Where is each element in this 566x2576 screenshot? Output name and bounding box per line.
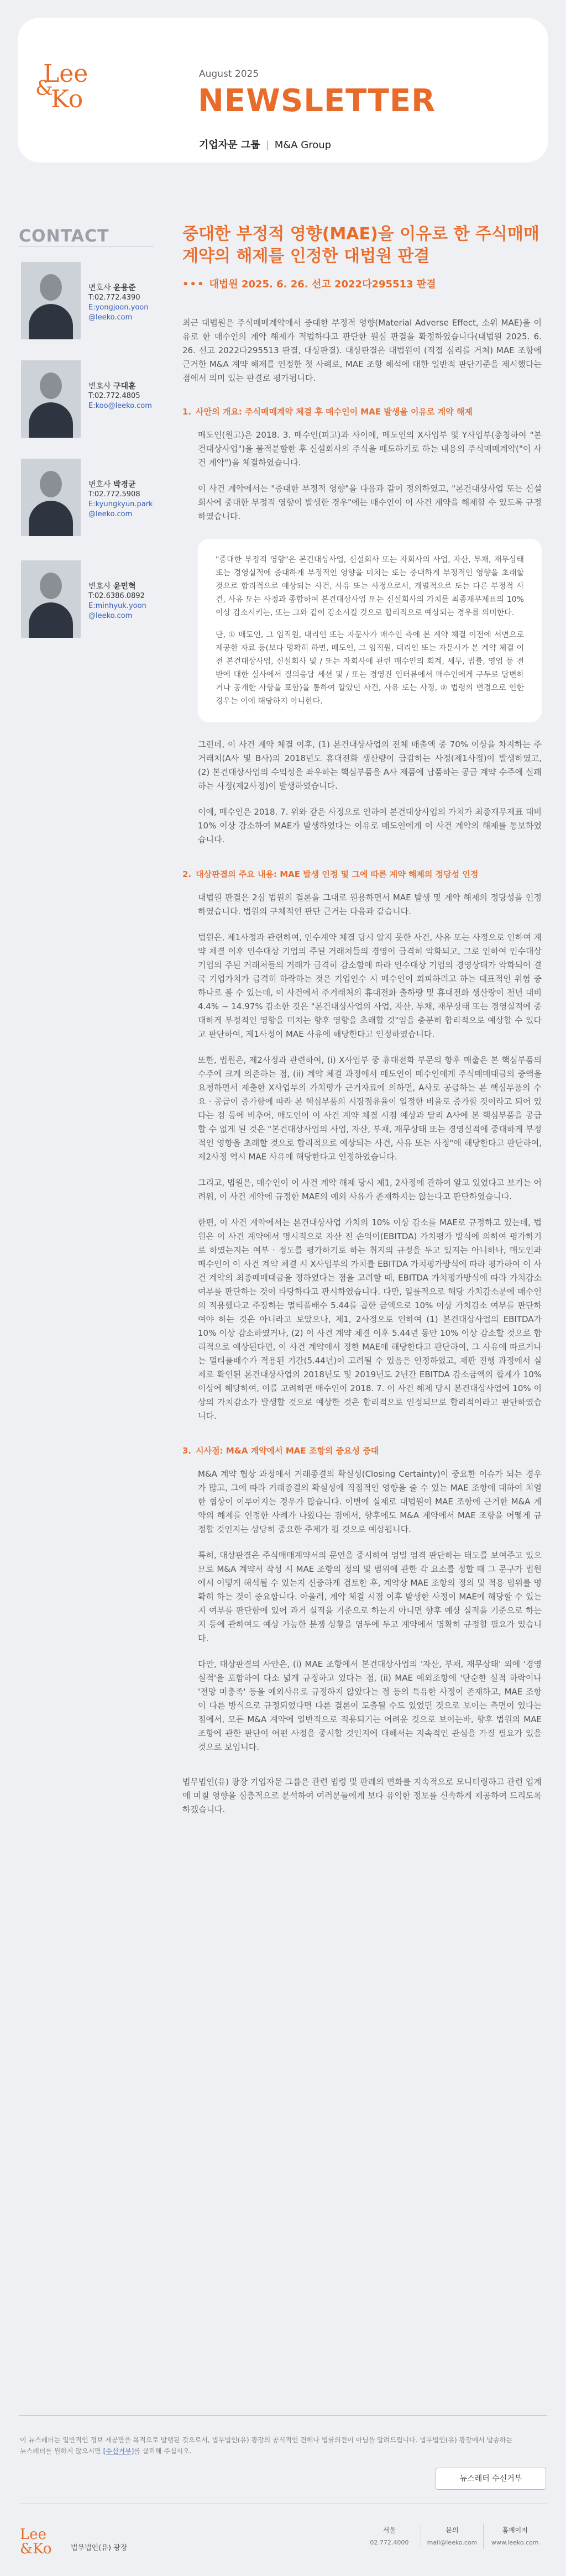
- group-name-en: M&A Group: [274, 139, 332, 151]
- office-contacts: [358, 2523, 546, 2549]
- issue-date: August 2025: [199, 69, 259, 80]
- lawyer-email[interactable]: E:yongjoon.yoon @leeko.com: [88, 303, 149, 322]
- disclaimer: 이 뉴스레터는 일반적인 정보 제공만을 목적으로 발행된 것으로서, 법무법인(유) 광장의 공식적인 견해나 법률의견이 아님을 알려드립니다. 법무법인(유) 광장에서 발송하는 뉴스레터를 원하지 않으시면 [수신거부]를 클릭해 주십시오.: [20, 2436, 513, 2455]
- office-item: 서울 02.772.4000: [370, 2526, 409, 2546]
- lawyer-phone: T:02.772.4390: [88, 293, 140, 302]
- lawyer-name: 박경균: [113, 480, 136, 489]
- group-name: 기업자문 그룹 | M&A Group: [199, 139, 332, 151]
- unsubscribe-button[interactable]: 뉴스레터 수신거부: [436, 2468, 546, 2490]
- paragraph: 이 사건 계약에서는 "중대한 부정적 영향"을 다음과 같이 정의하였고, "본건대상사업 또는 신설회사에 중대한 부정적 영향이 발생한 경우"에는 매수인이 이 사건 계약을 해제할 수 있도록 규정하였습니다.: [198, 484, 542, 521]
- intro-paragraph: 최근 대법원은 주식매매계약에서 중대한 부정적 영향(Material Adverse Effect, 소위 MAE)을 이유로 한 매수인의 계약 해제가 적법하다고 판단한 원심 판결을 확정하였습니다(대법원 2025. 6. 26. 선고 2022다295513 판결, 대상판결). 대상판결은 대법원이 (적접 심리를 거쳐) MAE 조항에 근거한 M&A 계약 해제를 인정한 첫 사례로, MAE 조항 해석에 대한 일반적 판단기준을 제시했다는 점에서 의미 있는 판결로 평가됩니다.: [182, 318, 542, 383]
- closing-paragraph: 법무법인(유) 광장 기업자문 그룹은 관련 법령 및 판례의 변화를 지속적으로 모니터링하고 관련 업계에 미칠 영향을 심층적으로 분석하여 여러분들에게 보다 유익한 정보를 신속하게 제공하여 드리도록 하겠습니다.: [182, 1777, 542, 1814]
- lawyer-email[interactable]: E:kyungkyun.park @leeko.com: [88, 500, 153, 518]
- lawyer-name: 윤용준: [113, 284, 136, 292]
- contract-quote-box: [198, 539, 542, 722]
- section-heading: 1. 사안의 개요: 주식매매계약 체결 후 매수인이 MAE 발생을 이유로 계약 해제: [182, 407, 473, 417]
- contact-card: 변호사 윤용준 T:02.772.4390 E:yongjoon.yoon @leeko.com: [21, 262, 156, 345]
- contact-card: 변호사 구대훈 T:02.772.4805 E:koo@leeko.com: [21, 360, 156, 443]
- quote-paragraph: "중대한 부정적 영향"은 본건대상사업, 신설회사 또는 자회사의 사업, 자산, 부채, 재무상태 또는 경영실적에 중대하게 부정적인 영향을 미치는 또는 중대하게 부정적인 영향을 초래할 것으로 합리적으로 예상되는 사건, 사유 또는 사정으로서, 개별적으로 또는 다른 부정적 사건, 사유 또는 사정과 종합하여 본건대상사업 또는 신설회사의 가치를 최종재무제표의 10% 이상 감소시키는, 또는 그와 같이 감소시킬 것으로 합리적으로 예상되는 경우를 의미한다.: [216, 555, 524, 617]
- quote-paragraph: 단, ① 매도인, 그 임직원, 대리인 또는 자문사가 매수인 측에 본 계약 체결 이전에 서면으로 제공한 자료 등(보다 명확히 하면, 매도인, 그 임직원, 대리인 또는 자문사가 본 계약 체결 이전 본건대상사업, 신설회사 및 / 또는 자회사에 관련 매수인의 회계, 세무, 법률, 영업 등 전반에 대한 실사에서 질의응답 세션 및 / 또는 경영진 인터뷰에서 매수인에게 구두로 답변하거나 공개한 사항을 포함)을 통하여 알았던 사건, 사유 또는 사정, ② 법령의 변경으로 인한 경우는 이에 해당하지 아니한다.: [216, 631, 524, 706]
- section-heading: 2. 대상판결의 주요 내용: MAE 발생 인정 및 그에 따른 계약 해제의 정당성 인정: [182, 869, 479, 879]
- group-name-kr: 기업자문 그룹: [199, 139, 260, 151]
- article: [182, 223, 542, 1817]
- lawyer-photo: [21, 459, 81, 536]
- lawyer-phone: T:02.772.5908: [88, 490, 140, 499]
- lawyer-email[interactable]: E:koo@leeko.com: [88, 402, 152, 410]
- lee-ko-logo[interactable]: Lee & Ko: [35, 60, 88, 113]
- contact-heading: CONTACT: [19, 227, 109, 246]
- lawyer-email[interactable]: E:minhyuk.yoon @leeko.com: [88, 602, 146, 620]
- paragraph: 특히, 대상판결은 주식매매계약서의 문언을 중시하여 엄밀 엄격 판단하는 태도를 보여주고 있으므로 M&A 계약서 작성 시 MAE 조항의 정의 및 범위에 관한 각 요소를 정할 때 그 문구가 법원에서 어떻게 해석될 수 있는지 신중하게 검토한 후, 계약상 MAE 조항의 정의 및 적용 범위를 명확히 하는 것이 중요합니다. 아울러, 계약 체결 시점 이후 발생한 사정이 MAE에 해당할 수 있는지 여부를 판단함에 있어 과거 실적을 기준으로 하는지 아니면 향후 예상 실적을 기준으로 하는지 등에 관하여도 예상 가능한 분쟁 상황을 염두에 두고 계약에서 명확히 규정할 필요가 있습니다.: [198, 1550, 542, 1643]
- lawyer-photo: [21, 560, 81, 638]
- newsletter-header: [18, 18, 548, 162]
- lawyer-name: 윤민혁: [113, 582, 136, 591]
- paragraph: 한편, 이 사건 계약에서는 본건대상사업 가치의 10% 이상 감소를 MAE로 규정하고 있는데, 법원은 이 사건 계약에서 명시적으로 자산 전 손익이(EBITDA) 가치평가 방식에 의하여 평가하기로 하였는지는 여부 · 정도를 평가하기로 하는 취지의 규정을 두고 있지는 아니하나, 매도인과 매수인이 이 사건 계약 체결 시 X사업부의 가치를 EBITDA 가치평가방식에 따라 평가하여 이 사건 계약의 최종매매대금을 정하였다는 점을 고려할 때, EBITDA 가치평가방식에 따라 가치감소 여부를 판단하는 것이 타당하다고 판시하였습니다. 다만, 일률적으로 해당 가치감소분에 매수인의 적용했다고 주장하는 멀티플배수 5.44를 곱한 금액으로 10% 이상 가치감소 여부를 판단하여야 하는 것은 아니라고 보았으나, 제1, 2사정으로 인하여 (1) 본건대상사업의 EBITDA가 10% 이상 감소하였거나, (2) 이 사건 계약 체결 이후 5.44년 동안 10% 이상 감소할 것으로 합리적으로 예상된다면, 이 사건 계약에서 정한 MAE에 해당한다고 판단하여, 그 사유에 따르거나는 멀티플배수가 적용된 기간(5.44년)이 고려될 수 있음은 인정하였고, 재판 진행 과정에서 실제로 확인된 본건대상사업의 2018년도 및 2019년도 2년간 EBITDA 감소금액의 합계가 10% 이상에 해당하여, 이를 고려하면 매수인이 2018. 7. 이 사건 해제 당시 본건대상사업에 10% 이상의 가치감소가 발생할 것으로 예상한 것은 합리적으로 인정되므로 합리적이라고 판단하였습니다.: [198, 1218, 542, 1421]
- firm-name: 법무법인(유) 광장: [71, 2544, 128, 2552]
- divider: [19, 246, 154, 247]
- lawyer-phone: T:02.772.4805: [88, 392, 140, 400]
- lawyer-phone: T:02.6386.0892: [88, 592, 145, 600]
- footer-logo[interactable]: Lee &Ko 법무법인(유) 광장: [20, 2526, 128, 2557]
- paragraph: M&A 계약 협상 과정에서 거래종결의 확실성(Closing Certainty)이 중요한 이슈가 되는 경우가 많고, 그에 따라 거래종결의 확실성에 직접적인 영향을 줄 수 있는 MAE 조항에 대하여 치열한 협상이 이루어지는 경우가 많습니다. 이번에 실제로 대법원이 MAE 조항에 근거한 M&A 계약의 해제를 인정한 사례가 나왔다는 점에서, 향후에도 M&A 계약에서 MAE 조항을 어떻게 규정할 것인지는 상당히 중요한 주제가 될 것으로 예상됩니다.: [198, 1469, 542, 1534]
- contact-card: 변호사 박경균 T:02.772.5908 E:kyungkyun.park @leeko.com: [21, 459, 156, 542]
- office-item[interactable]: 문의 mail@leeko.com: [421, 2523, 484, 2549]
- article-title: 중대한 부정적 영향(MAE)을 이유로 한 주식매매계약의 해제를 인정한 대법원 판결: [182, 224, 539, 266]
- lawyer-name: 구대훈: [113, 382, 136, 391]
- office-item[interactable]: 홈페이지 www.leeko.com: [483, 2523, 546, 2549]
- paragraph: 이에, 매수인은 2018. 7. 위와 같은 사정으로 인하여 본건대상사업의 가치가 최종재무제표 대비 10% 이상 감소하여 MAE가 발생하였다는 이유로 매도인에게 이 사건 계약의 해제를 통보하였습니다.: [198, 807, 542, 844]
- lawyer-photo: [21, 360, 81, 438]
- paragraph: 다만, 대상판결의 사안은, (i) MAE 조항에서 본건대상사업의 '자산, 부채, 재무상태' 외에 '경영실적'을 포함하여 다소 넓게 규정하고 있다는 점, (ii) MAE 예외조항에 '단순한 실적 하락이나 '전망 미충족' 등을 예외사유로 규정하지 않았다는 점 등의 특유한 사정이 존재하고, MAE 조항이 다른 방식으로 규정되었다면 다른 결론이 도출될 수도 있었던 것으로 보이는 측면이 있다는 점에서, 모든 M&A 계약에 일반적으로 적용되기는 어려운 것으로 보이는바, 향후 법원의 MAE 조항에 관한 판단이 어떤 사정을 중시할 것인지에 대해서는 지속적인 관심을 가질 필요가 있을 것으로 보입니다.: [198, 1659, 542, 1752]
- lawyer-photo: [21, 262, 81, 339]
- paragraph: 그런데, 이 사건 계약 체결 이후, (1) 본건대상사업의 전체 매출액 중 70% 이상을 차지하는 주거래처(A사 및 B사)의 2018년도 휴대전화 생산량이 급감하는 사정(제1사정)이 발생하였고, (2) 본건대상사업의 수익성을 좌우하는 핵심부품을 A사 제품에 납품하는 공급 계약 수주에 실패하는 사정(제2사정)이 발생하였습니다.: [198, 739, 542, 791]
- paragraph: 그리고, 법원은, 매수인이 이 사건 계약 해제 당시 제1, 2사정에 관하여 알고 있었다고 보기는 어려워, 이 사건 계약에 규정한 MAE의 예외 사유가 존재하지는 않는다고 판단하였습니다.: [198, 1178, 542, 1202]
- contact-card: 변호사 윤민혁 T:02.6386.0892 E:minhyuk.yoon @leeko.com: [21, 560, 156, 643]
- paragraph: 또한, 법원은, 제2사정과 관련하여, (i) X사업부 중 휴대전화 부문의 향후 매출은 본 핵심부품의 수주에 크게 의존하는 점, (ii) 계약 체결 과정에서 매도인이 매수인에게 주식매매대금의 중액을 요청하면서 제출한 X사업부의 가치평가 근거자료에 의하면, A사로 공급하는 본 핵심부품의 수요 · 공급이 증가함에 따라 본 핵심부품의 시장점유율이 일정한 비율로 증가할 것이라고 되어 있다는 점 등에 비추어, 매도인이 이 사건 계약 체결 시점 예상과 달리 A사에 본 핵심부품을 공급할 수 없게 된 것은 "본건대상사업의 사업, 자산, 부채, 재무상태 또는 경영실적에 중대하게 부정적인 영향을 초래할 것으로 합리적으로 예상되는 사건, 사유 또는 사정"에 해당한다고 판단하여, 제2사정 역시 MAE 사유에 해당한다고 인정하였습니다.: [198, 1055, 542, 1162]
- paragraph: 법원은, 제1사정과 관련하여, 인수계약 체결 당시 알지 못한 사건, 사유 또는 사정으로 인하여 계약 체결 이후 인수대상 기업의 주된 거래처들의 경영이 급격히 악화되고, 그로 인하여 인수대상 기업의 주된 거래처들의 거래가 급격히 감소함에 따라 인수대상 기업의 경영상태가 악화되어 결국 기업가치가 급격히 하락하는 것은 기업인수 시 매수인이 회피하려고 하는 대표적인 위험 중 하나로 볼 수 있는데, 이 사건에서 주거래처의 휴대전화 출하량 및 휴대전화 생산량이 전년 대비 4.4% ~ 14.97% 감소한 것은 "본건대상사업의 사업, 자산, 부채, 재무상태 또는 경영실적에 중대하게 부정적인 영향을 미치는 향후 영향을 초래할 것"임을 충분히 합리적으로 예상할 수 있다고 판단하여, 제1사정이 MAE 사유에 해당한다고 인정하였습니다.: [198, 932, 542, 1039]
- article-subtitle: ••• 대법원 2025. 6. 26. 선고 2022다295513 판결: [182, 279, 436, 290]
- unsubscribe-link[interactable]: [수신거부]: [103, 2447, 134, 2455]
- paragraph: 대법원 판결은 2심 법원의 결론을 그대로 원용하면서 MAE 발생 및 계약 해제의 정당성을 인정하였습니다. 법원의 구체적인 판단 근거는 다음과 같습니다.: [198, 893, 542, 916]
- section-heading: 3. 시사점: M&A 계약에서 MAE 조항의 중요성 증대: [182, 1446, 379, 1456]
- paragraph: 매도인(원고)은 2018. 3. 매수인(피고)과 사이에, 매도인의 X사업부 및 Y사업부(총칭하여 "본건대상사업")을 물적분할한 후 신설회사의 주식을 매도하기로 하는 내용의 주식매매계약("이 사건 계약")을 체결하였습니다.: [198, 430, 542, 468]
- divider: [19, 2415, 547, 2416]
- newsletter-title: NEWSLETTER: [198, 83, 436, 119]
